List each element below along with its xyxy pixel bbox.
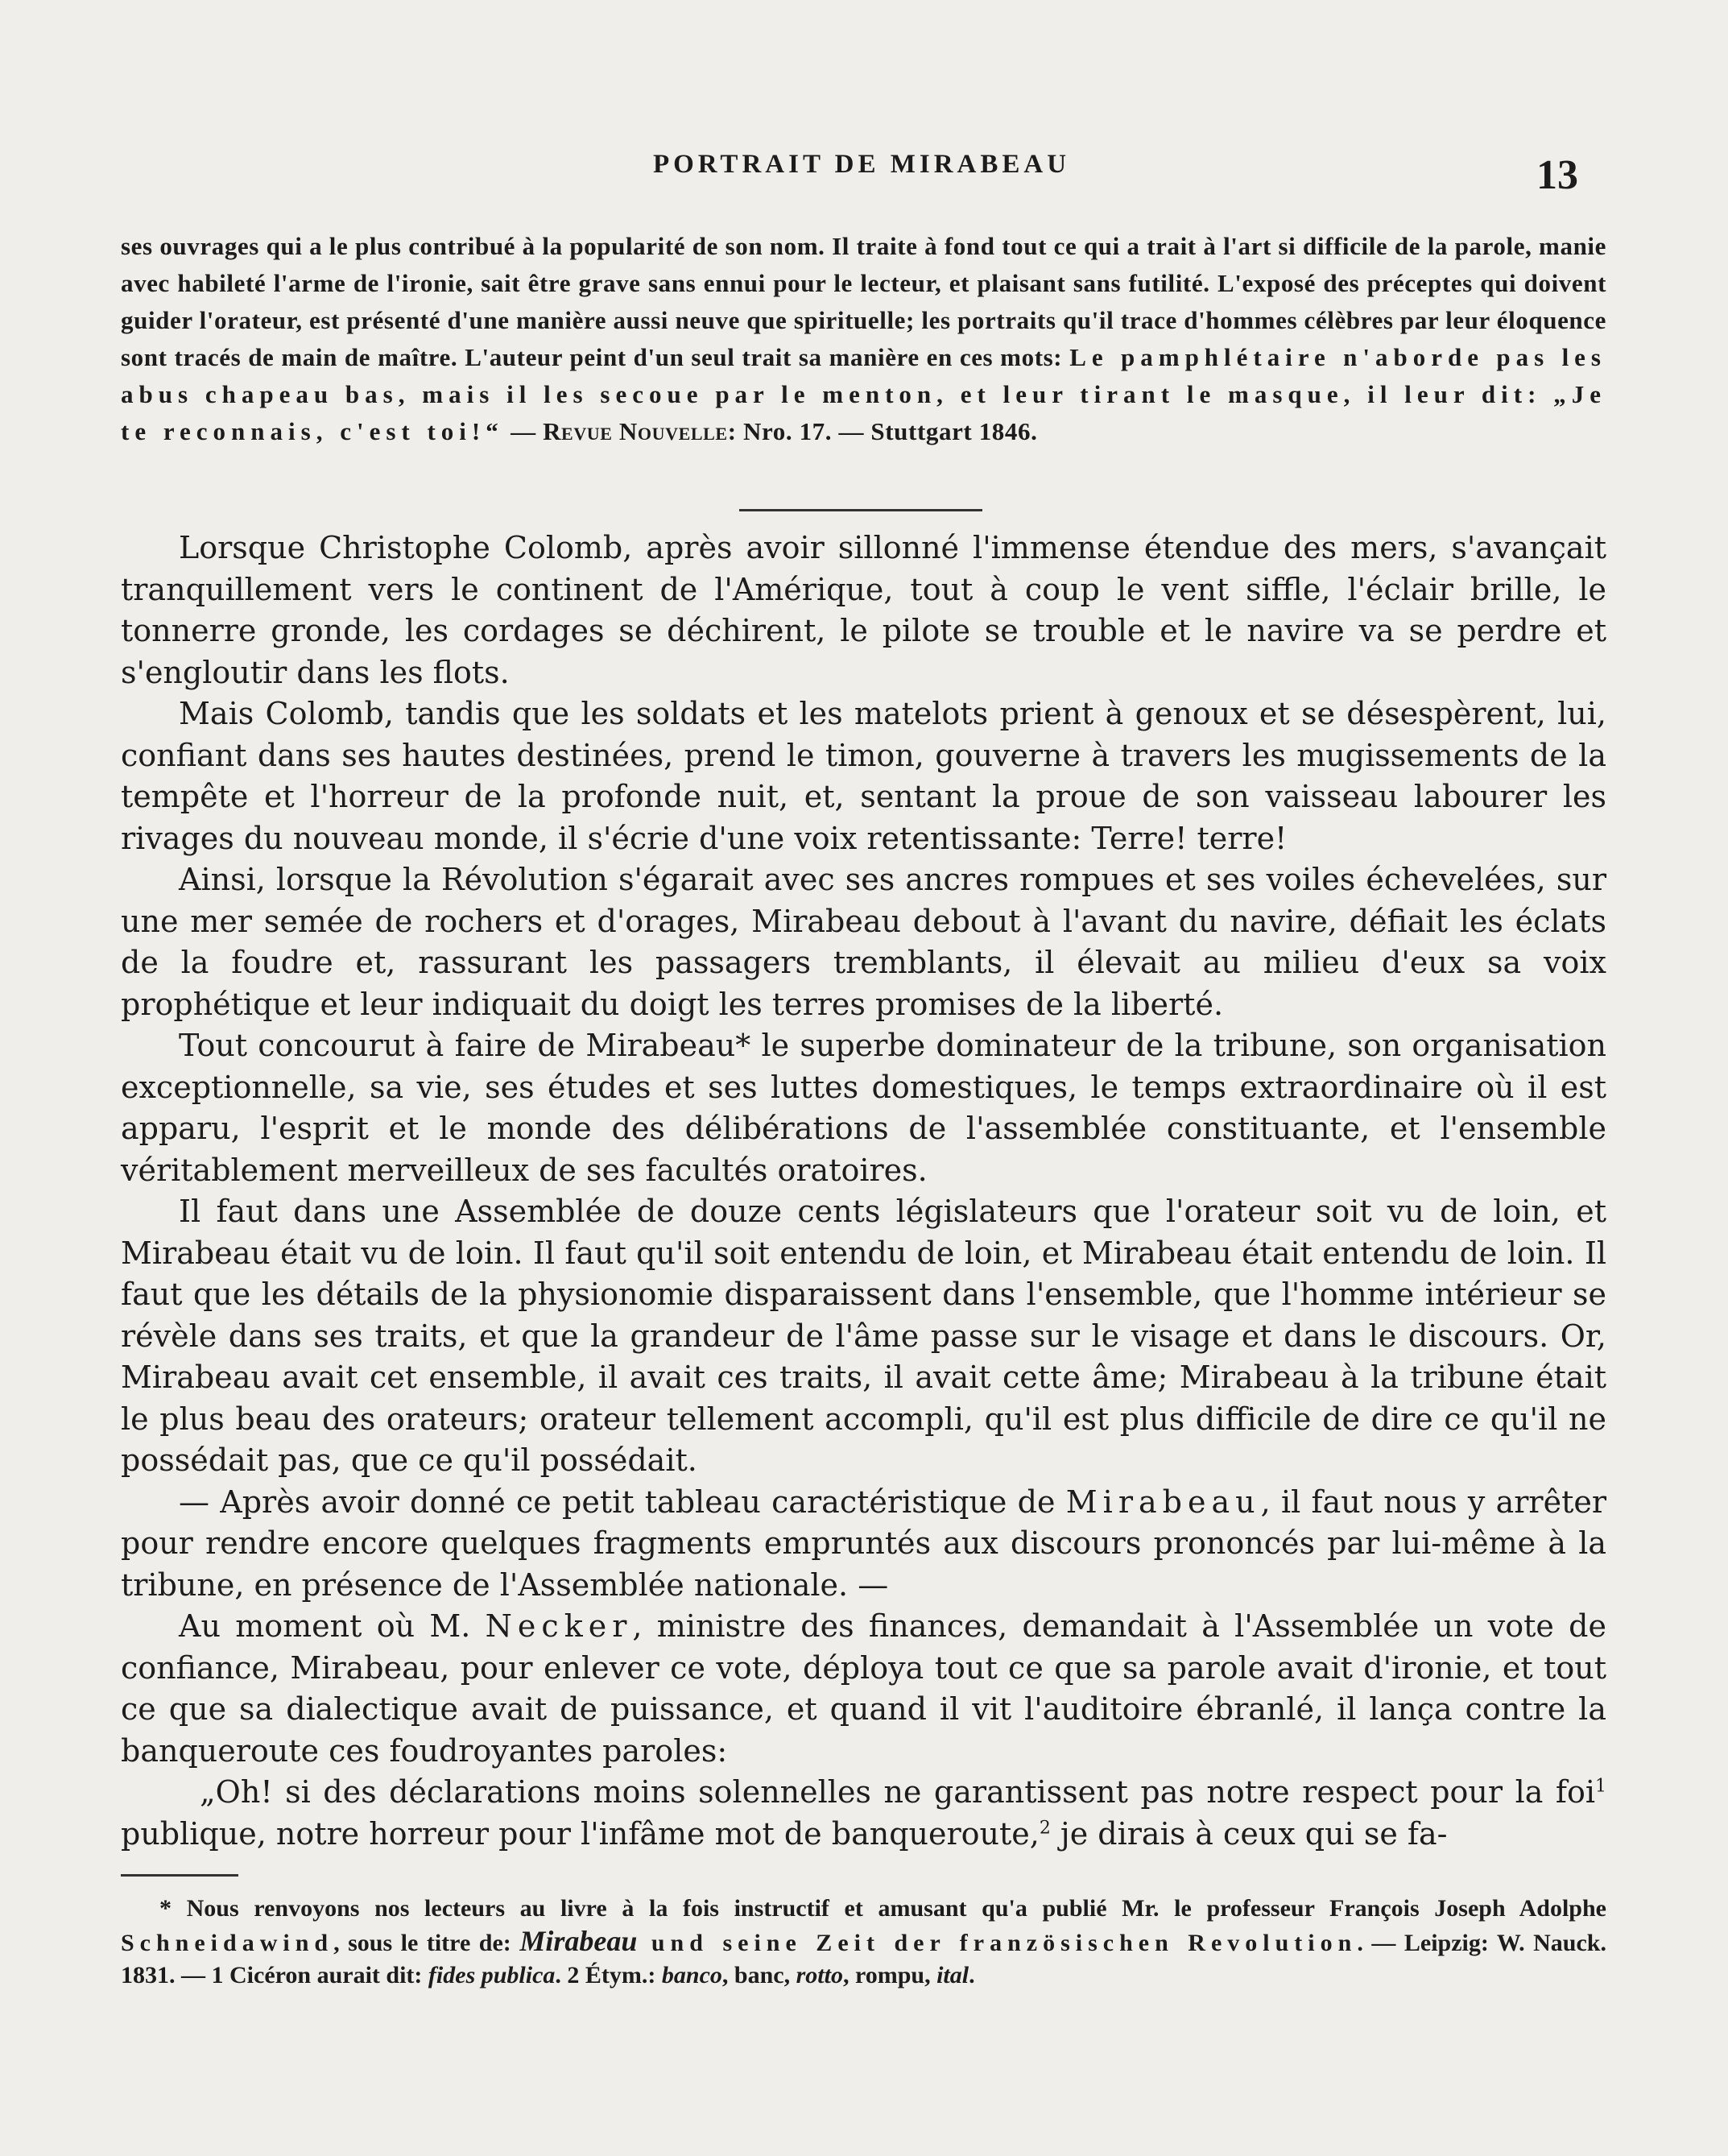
footnote-text: * Nous renvoyons nos lecteurs au livre à la fois instructif et amusant qu'a publié Mr. le professeur François Joseph Adolphe xyxy=(159,1895,1606,1922)
footnote-ref-2: 2 xyxy=(1039,1817,1051,1838)
intro-text: ses ouvrages qui a le plus contribué à la popularité de son nom. Il traite à fond tout ce qui a trait à l'art si difficile de la parole, manie avec habileté l'arme de l'ironie, sait être grave sans ennui pour le lecteur, et plaisant sans futilité. L'exposé des préceptes qui doivent guider l'orateur, est présenté d'une manière aussi neuve que spirituelle; les portraits qu'il trace d'hommes célèbres par leur éloquence sont tracés de main de maître. L'auteur peint d'un seul trait sa manière en ces mots: xyxy=(121,232,1606,371)
intro-spaced-quote: Le pamphlétaire n'aborde pas les abus chapeau bas, mais il les secoue par le menton, et leur tirant le masque, il leur dit: „Je te reconnais, c'est toi!“ xyxy=(121,343,1606,445)
quote-paragraph xyxy=(121,1772,1606,1855)
quote-c: je dirais à ceux qui se fa- xyxy=(1050,1815,1448,1852)
intro-source-name: Revue Nouvelle xyxy=(543,417,728,445)
paragraph: Lorsque Christophe Colomb, après avoir sillonné l'immense étendue des mers, s'avançait tranquillement vers le continent de l'Amérique, tout à coup le vent siffle, l'éclair brille, le tonnerre gronde, les cordages se déchirent, le pilote se trouble et le navire va se perdre et s'engloutir dans les flots. xyxy=(121,530,1606,690)
footnote-ital: ital xyxy=(936,1962,969,1988)
footnote-text: . xyxy=(969,1962,975,1988)
section-divider xyxy=(739,509,982,511)
footnote-title-fraktur: Mirabeau xyxy=(519,1925,638,1957)
footnote-text: . 2 Étym.: xyxy=(555,1962,662,1988)
paragraph xyxy=(121,1606,1606,1772)
running-title: PORTRAIT DE MIRABEAU xyxy=(652,150,1071,179)
footnote-text: , sous le titre de: xyxy=(333,1930,520,1956)
footnote-fides: fides publica xyxy=(428,1962,556,1988)
footnotes xyxy=(121,1893,1606,1992)
para6-after: , il faut nous y arrêter pour rendre encore quelques fragments empruntés aux discours prononcés par lui-même à la tribune, en présence de l'Assemblée nationale. — xyxy=(121,1484,1606,1603)
paragraph: Il faut dans une Assemblée de douze cents législateurs que l'orateur soit vu de loin, et Mirabeau était vu de loin. Il faut qu'il soit entendu de loin, et Mirabeau était entendu de loin. Il faut que les détails de la physionomie disparaissent dans l'ensemble, que l'homme intérieur se révèle dans ses traits, et que la grandeur de l'âme passe sur le visage et dans le discours. Or, Mirabeau avait cet ensemble, il avait ces traits, il avait cette âme; Mirabeau à la tribune était le plus beau des orateurs; orateur tellement accompli, qu'il est plus difficile de dire ce qu'il ne possédait pas, que ce qu'il possédait. xyxy=(121,1194,1606,1478)
paragraph: Tout concourut à faire de Mirabeau* le superbe dominateur de la tribune, son organisation exceptionnelle, sa vie, ses études et ses luttes domestiques, le temps extraordinaire où il est apparu, l'esprit et le monde des délibérations de l'assemblée constituante, et l'ensemble véritablement merveilleux de ses facultés oratoires. xyxy=(121,1028,1606,1188)
para6-spaced: Mirabeau xyxy=(1065,1484,1261,1520)
footnote-text: . — Leipzig: W. Nauck. 1831. — 1 Cicéron aurait dit: xyxy=(121,1930,1606,1988)
footnote-text: , rompu, xyxy=(842,1962,937,1988)
quote-b: publique, notre horreur pour l'infâme mot de banqueroute, xyxy=(121,1815,1040,1852)
paragraph: Ainsi, lorsque la Révolution s'égarait avec ses ancres rompues et ses voiles échevelées, sur une mer semée de rochers et d'orages, Mirabeau debout à l'avant du navire, défiait les éclats de la foudre et, rassurant les passagers tremblants, il élevait au milieu d'eux sa voix prophétique et leur indiquait du doigt les terres promises de la liberté. xyxy=(121,862,1606,1022)
footnote-banco: banco xyxy=(661,1962,722,1988)
para6-before: — Après avoir donné ce petit tableau caractéristique de xyxy=(179,1484,1066,1520)
footnote-text: , banc, xyxy=(721,1962,796,1988)
intro-source-rest: : Nro. 17. — Stuttgart 1846. xyxy=(727,417,1038,445)
para7-after: , ministre des finances, demandait à l'Assemblée un vote de confiance, Mirabeau, pour enlever ce vote, déploya tout ce que sa parole avait d'ironie, et tout ce que sa dialectique avait de puissance, et quand il vit l'auditoire ébranlé, il lança contre la banqueroute ces foudroyantes paroles: xyxy=(121,1608,1606,1769)
intro-paragraph xyxy=(121,228,1606,450)
paragraph: Mais Colomb, tandis que les soldats et les matelots prient à genoux et se désespèrent, lui, confiant dans ses hautes destinées, prend le timon, gouverne à travers les mugissements de la tempête et l'horreur de la profonde nuit, et, sentant la proue de son vaisseau labourer les rivages du nouveau monde, il s'écrie d'une voix retentissante: Terre! terre! xyxy=(121,696,1606,856)
main-text xyxy=(121,528,1606,1855)
paragraph xyxy=(121,1482,1606,1607)
footnote-rule xyxy=(121,1874,238,1877)
footnote-title-spaced: und seine Zeit der französischen Revolution xyxy=(637,1930,1358,1956)
footnote-author: Schneidawind xyxy=(121,1930,334,1956)
intro-dash: — xyxy=(503,417,544,445)
footnote-rotto: rotto xyxy=(796,1962,843,1988)
para7-before: Au moment où M. xyxy=(179,1608,486,1644)
page-number: 13 xyxy=(1536,152,1578,198)
para7-spaced: Necker xyxy=(485,1608,633,1644)
quote-a: „Oh! si des déclarations moins solennelles ne garantissent pas notre respect pour la foi xyxy=(200,1774,1595,1810)
footnote-ref-1: 1 xyxy=(1595,1776,1606,1797)
